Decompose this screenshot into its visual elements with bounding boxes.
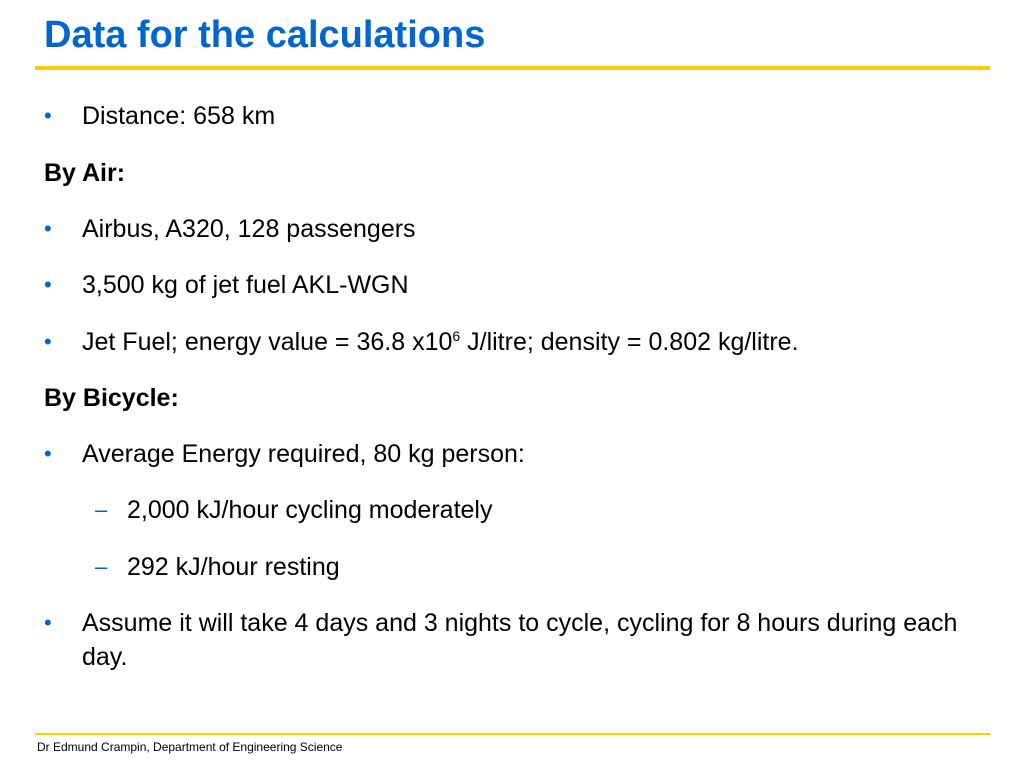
cycling-moderately-text: 2,000 kJ/hour cycling moderately: [127, 496, 493, 524]
dash-icon: –: [95, 497, 108, 522]
jet-fuel-mass-text: 3,500 kg of jet fuel AKL-WGN: [82, 271, 409, 299]
jet-fuel-energy-suffix: J/litre; density = 0.802 kg/litre.: [460, 328, 799, 356]
by-air-heading: By Air:: [44, 159, 126, 187]
airbus-text: Airbus, A320, 128 passengers: [82, 215, 416, 243]
dash-icon: –: [95, 554, 108, 579]
slide-title: Data for the calculations: [44, 14, 486, 56]
footer-divider: [35, 733, 990, 735]
bullet-icon: •: [44, 329, 52, 354]
bullet-icon: •: [44, 216, 52, 241]
distance-text: Distance: 658 km: [82, 102, 276, 130]
bullet-icon: •: [44, 103, 52, 128]
average-energy-text: Average Energy required, 80 kg person:: [82, 440, 525, 468]
bullet-icon: •: [44, 272, 52, 297]
assumption-text: Assume it will take 4 days and 3 nights to cycle, cycling for 8 hours during each day.: [82, 609, 958, 671]
bullet-icon: •: [44, 441, 52, 466]
jet-fuel-energy-prefix: Jet Fuel; energy value = 36.8 x10: [82, 328, 453, 356]
jet-fuel-energy-exponent: 6: [452, 328, 461, 344]
by-bicycle-heading: By Bicycle:: [44, 384, 179, 412]
title-divider: [35, 66, 990, 70]
resting-text: 292 kJ/hour resting: [127, 553, 340, 581]
jet-fuel-energy-text: [82, 325, 799, 359]
bullet-icon: •: [44, 610, 52, 635]
footer-text: Dr Edmund Crampin, Department of Engineering Science: [37, 740, 343, 754]
